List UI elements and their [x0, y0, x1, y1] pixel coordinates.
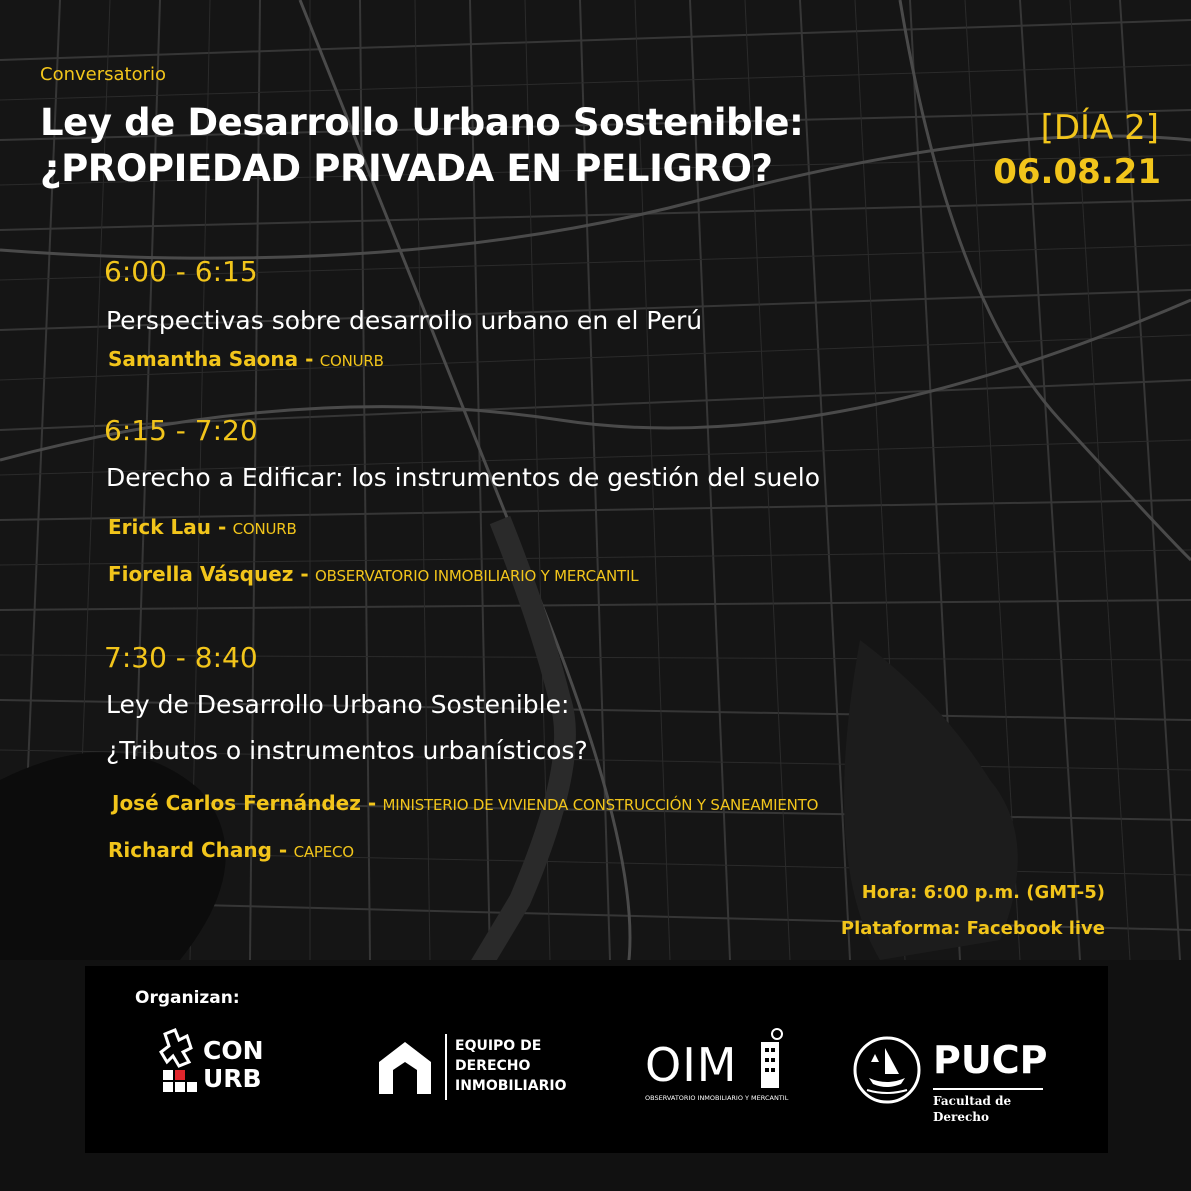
- conurb-logo: [157, 1028, 287, 1108]
- pucp-mark: PUCP: [933, 1038, 1048, 1082]
- session-3-title-line-1: Ley de Desarrollo Urbano Sostenible:: [106, 690, 570, 719]
- speaker-name: Fiorella Vásquez -: [108, 562, 309, 586]
- oim-logo: [645, 1028, 805, 1108]
- session-1-title: Perspectivas sobre desarrollo urbano en el Perú: [106, 306, 703, 335]
- session-3-speaker-2: [108, 838, 354, 862]
- conurb-text-urb: URB: [203, 1064, 262, 1093]
- pucp-seal-icon: [851, 1034, 923, 1106]
- session-1-time: 6:00 - 6:15: [104, 255, 258, 288]
- speaker-name: Samantha Saona -: [108, 347, 314, 371]
- speaker-name: Erick Lau -: [108, 515, 227, 539]
- session-2-title: Derecho a Edificar: los instrumentos de gestión del suelo: [106, 463, 821, 492]
- house-icon: [373, 1036, 437, 1098]
- logo-divider: [445, 1034, 447, 1100]
- speaker-organization: CAPECO: [293, 843, 354, 861]
- eyebrow-label: Conversatorio: [40, 64, 167, 85]
- equipo-derecho-inmobiliario-logo: [373, 1034, 593, 1102]
- oim-subtitle: OBSERVATORIO INMOBILIARIO Y MERCANTIL: [645, 1094, 789, 1102]
- session-2-speaker-2: [108, 562, 638, 586]
- pucp-faculty-line-2: Derecho: [933, 1110, 990, 1124]
- building-icon: [757, 1028, 785, 1090]
- speaker-organization: OBSERVATORIO INMOBILIARIO Y MERCANTIL: [315, 567, 639, 585]
- session-2-speaker-1: [108, 515, 297, 539]
- pucp-divider: [933, 1088, 1043, 1090]
- pucp-faculty-line-1: Facultad de: [933, 1094, 1012, 1108]
- session-3-title-line-2: ¿Tributos o instrumentos urbanísticos?: [106, 736, 588, 765]
- event-title-line-1: Ley de Desarrollo Urbano Sostenible:: [40, 101, 804, 144]
- equipo-text-line-1: EQUIPO DE: [455, 1038, 542, 1054]
- conurb-text-con: CON: [203, 1036, 264, 1065]
- equipo-text-line-3: INMOBILIARIO: [455, 1078, 567, 1094]
- session-1-speaker-1: [108, 347, 384, 371]
- session-3-speaker-1: [112, 791, 818, 815]
- event-time-info: Hora: 6:00 p.m. (GMT-5): [861, 882, 1105, 903]
- event-title-line-2: ¿PROPIEDAD PRIVADA EN PELIGRO?: [40, 147, 773, 190]
- session-2-time: 6:15 - 7:20: [104, 414, 258, 447]
- day-label: [DÍA 2]: [1040, 108, 1159, 148]
- speaker-organization: CONURB: [232, 520, 297, 538]
- organizers-panel: [85, 966, 1108, 1153]
- organizers-label: Organizan:: [135, 988, 240, 1008]
- session-3-time: 7:30 - 8:40: [104, 641, 258, 674]
- equipo-text-line-2: DERECHO: [455, 1058, 531, 1074]
- event-platform-info: Plataforma: Facebook live: [840, 918, 1105, 939]
- event-date: 06.08.21: [993, 152, 1161, 192]
- conurb-emblem-icon: [157, 1028, 201, 1100]
- speaker-organization: CONURB: [319, 352, 384, 370]
- speaker-name: José Carlos Fernández -: [112, 791, 377, 815]
- speaker-name: Richard Chang -: [108, 838, 288, 862]
- oim-mark: OIM: [645, 1038, 738, 1092]
- speaker-organization: MINISTERIO DE VIVIENDA CONSTRUCCIÓN Y SANEAMIENTO: [382, 796, 819, 814]
- pucp-logo: [851, 1030, 1061, 1130]
